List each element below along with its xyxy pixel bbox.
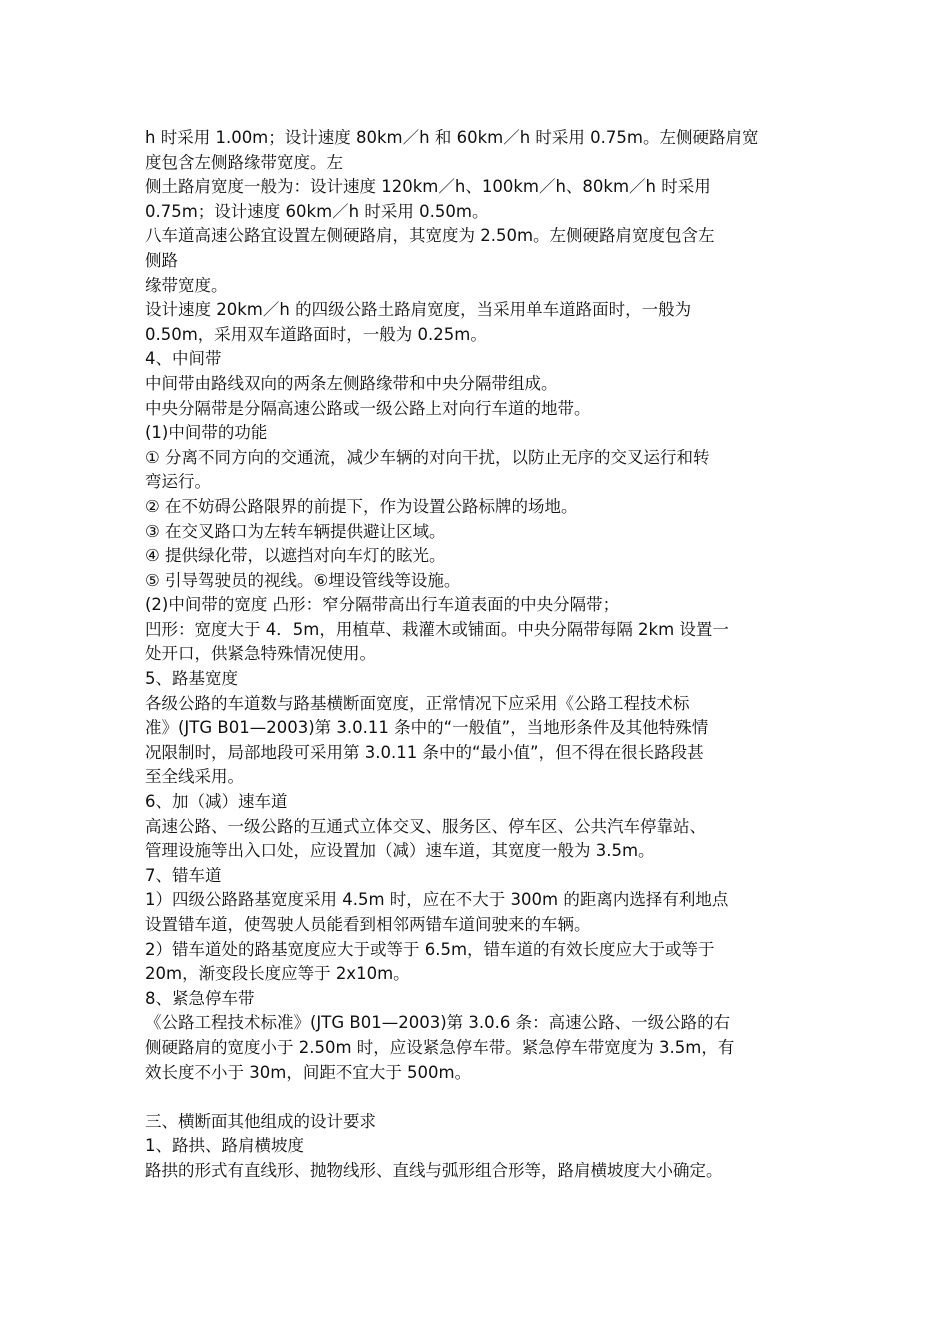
list-item: ③ 在交叉路口为左转车辆提供避让区域。 (145, 521, 446, 541)
text-line: 侧土路肩宽度一般为：设计速度 120km／h、100km／h、80km／h 时采用 (145, 177, 711, 197)
text-line: h 时采用 1.00m；设计速度 80km／h 和 60km／h 时采用 0.75m。左侧硬路肩宽 (145, 128, 759, 147)
text-line: 处开口，供紧急特殊情况使用。 (145, 644, 376, 664)
text-line: 各级公路的车道数与路基横断面宽度，正常情况下应采用《公路工程技术标 (145, 693, 690, 713)
section-heading: 8、紧急停车带 (145, 988, 255, 1008)
subsection-heading: (1)中间带的功能 (145, 423, 268, 443)
section-heading: 7、错车道 (145, 865, 222, 885)
subsection-heading: (2)中间带的宽度 凸形：窄分隔带高出行车道表面的中央分隔带； (145, 595, 620, 615)
document-body (145, 126, 815, 1184)
text-line: 0.75m；设计速度 60km／h 时采用 0.50m。 (145, 201, 489, 221)
list-item: ② 在不妨碍公路限界的前提下，作为设置公路标牌的场地。 (145, 496, 578, 516)
list-item: 1）四级公路路基宽度采用 4.5m 时，应在不大于 300m 的距离内选择有利地点 (145, 890, 729, 910)
text-line: 路拱的形式有直线形、抛物线形、直线与弧形组合形等，路肩横坡度大小确定。 (145, 1160, 723, 1180)
text-line: 凹形：宽度大于 4．5m，用植草、栽灌木或铺面。中央分隔带每隔 2km 设置一 (145, 619, 729, 639)
text-line: 效长度不小于 30m，间距不宜大于 500m。 (145, 1062, 472, 1082)
text-line: 度包含左侧路缘带宽度。左 (145, 152, 343, 172)
chapter-heading: 三、横断面其他组成的设计要求 (145, 1111, 376, 1131)
list-item: ⑤ 引导驾驶员的视线。⑥埋设管线等设施。 (145, 570, 461, 590)
text-line: 20m，渐变段长度应等于 2x10m。 (145, 964, 410, 984)
list-item: ④ 提供绿化带，以遮挡对向车灯的眩光。 (145, 546, 446, 566)
text-line: 侧硬路肩的宽度小于 2.50m 时，应设紧急停车带。紧急停车带宽度为 3.5m，有 (145, 1037, 735, 1057)
section-heading: 4、中间带 (145, 349, 222, 369)
section-heading: 1、路拱、路肩横坡度 (145, 1136, 304, 1156)
text-line: 至全线采用。 (145, 767, 244, 787)
text-line: 设计速度 20km／h 的四级公路土路肩宽度，当采用单车道路面时，一般为 (145, 300, 692, 320)
text-line: 中间带由路线双向的两条左侧路缘带和中央分隔带组成。 (145, 373, 558, 393)
text-line: 0.50m，采用双车道路面时，一般为 0.25m。 (145, 324, 487, 344)
text-line: 设置错车道，使驾驶人员能看到相邻两错车道间驶来的车辆。 (145, 915, 591, 934)
text-line: 中央分隔带是分隔高速公路或一级公路上对向行车道的地带。 (145, 398, 591, 418)
text-line: 缘带宽度。 (145, 275, 228, 295)
text-line: 况限制时，局部地段可采用第 3.0.11 条中的“最小值”，但不得在很长路段甚 (145, 742, 704, 762)
blank-line (145, 1085, 815, 1110)
list-item: ① 分离不同方向的交通流，减少车辆的对向干扰，以防止无序的交叉运行和转 (145, 447, 710, 467)
text-line: 管理设施等出入口处，应设置加（减）速车道，其宽度一般为 3.5m。 (145, 841, 655, 861)
text-line: 高速公路、一级公路的互通式立体交叉、服务区、停车区、公共汽车停靠站、 (145, 816, 706, 836)
text-line: 准》(JTG B01—2003)第 3.0.11 条中的“一般值”，当地形条件及其他特殊情 (145, 718, 709, 738)
section-heading: 6、加（减）速车道 (145, 792, 288, 812)
list-item: 2）错车道处的路基宽度应大于或等于 6.5m，错车道的有效长度应大于或等于 (145, 939, 715, 959)
text-line: 八车道高速公路宜设置左侧硬路肩，其宽度为 2.50m。左侧硬路肩宽度包含左 (145, 226, 715, 246)
text-line: 侧路 (145, 250, 178, 270)
section-heading: 5、路基宽度 (145, 669, 238, 689)
text-line: 《公路工程技术标准》(JTG B01—2003)第 3.0.6 条：高速公路、一级公路的右 (145, 1013, 731, 1033)
text-line: 弯运行。 (145, 472, 211, 492)
